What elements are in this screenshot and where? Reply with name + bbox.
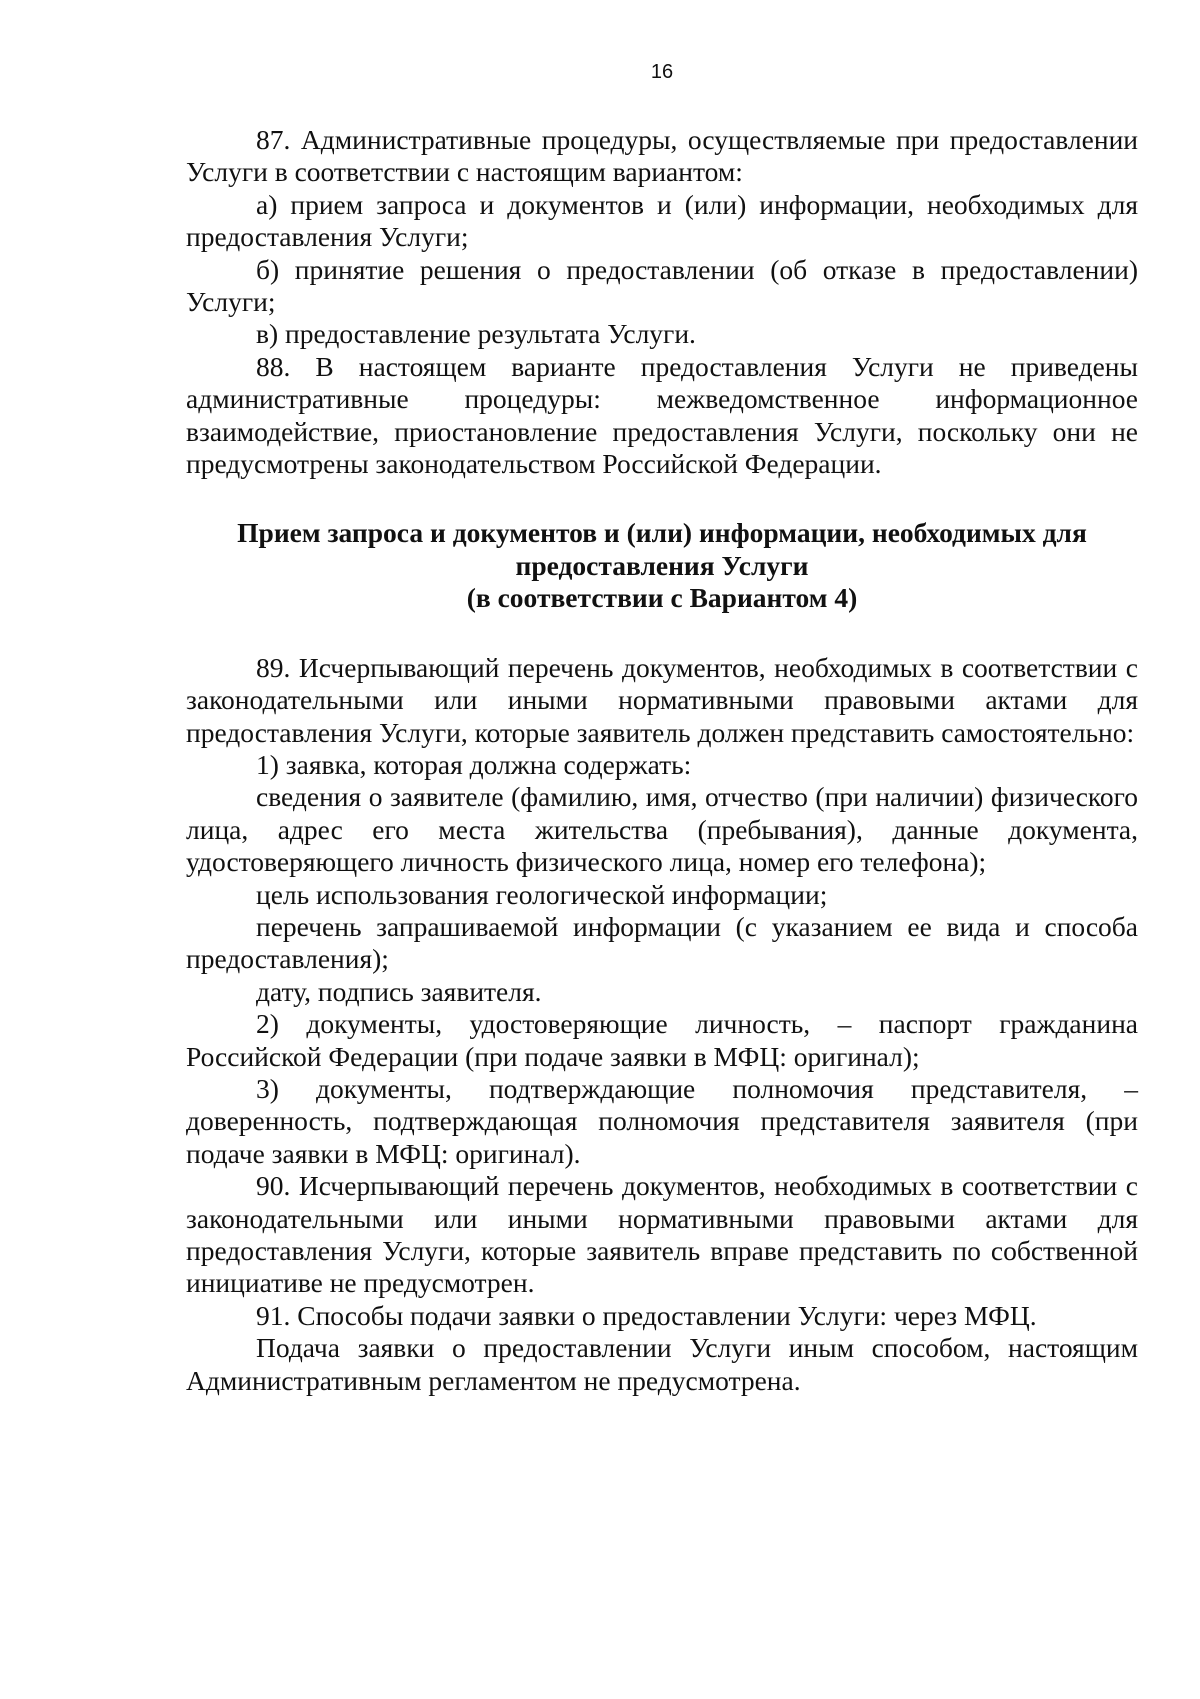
list-item-3: 3) документы, подтверждающие полномочия представителя, – доверенность, подтверждающая полномочия представителя заявителя (при подаче заявки в МФЦ: оригинал). <box>186 1072 1138 1169</box>
paragraph-91: 91. Способы подачи заявки о предоставлении Услуги: через МФЦ. <box>256 1299 1037 1331</box>
purpose-item: цель использования геологической информации; <box>256 878 828 910</box>
applicant-details-item: сведения о заявителе (фамилию, имя, отчество (при наличии) физического лица, адрес его места жительства (пребывания), данные документа, удостоверяющего личность физического лица, номер его телефона); <box>186 781 1138 878</box>
page-number: 16 <box>650 61 674 83</box>
paragraph-87: 87. Административные процедуры, осуществляемые при предоставлении Услуги в соответствии с настоящим вариантом: <box>186 124 1138 188</box>
section-heading-line-2: предоставления Услуги <box>515 549 809 581</box>
list-item-2: 2) документы, удостоверяющие личность, – паспорт гражданина Российской Федерации (при подаче заявки в МФЦ: оригинал); <box>186 1008 1138 1072</box>
document-page <box>186 60 1138 1397</box>
section-heading-line-1: Прием запроса и документов и (или) информации, необходимых для <box>237 517 1087 549</box>
list-item-a: а) прием запроса и документов и (или) информации, необходимых для предоставления Услуги; <box>186 188 1138 253</box>
paragraph-89: 89. Исчерпывающий перечень документов, необходимых в соответствии с законодательными или иными нормативными правовыми актами для предоставления Услуги, которые заявитель должен представить самостоятельно: <box>186 651 1138 748</box>
list-item-1: 1) заявка, которая должна содержать: <box>256 748 692 780</box>
section-heading <box>186 517 1138 614</box>
paragraph-88: 88. В настоящем варианте предоставления Услуги не приведены административные процедуры: межведомственное информационное взаимодействие, приостановление предоставления Услуги, поскольку они не предусмотрены законодательством Российской Федерации. <box>186 350 1138 480</box>
paragraph-90: 90. Исчерпывающий перечень документов, необходимых в соответствии с законодательными или иными нормативными правовыми актами для предоставления Услуги, которые заявитель вправе представить по собственной инициативе не предусмотрен. <box>186 1170 1138 1299</box>
list-item-b: б) принятие решения о предоставлении (об отказе в предоставлении) Услуги; <box>186 253 1138 318</box>
paragraph-91-note: Подача заявки о предоставлении Услуги иным способом, настоящим Административным регламентом не предусмотрена. <box>186 1332 1138 1396</box>
date-signature-item: дату, подпись заявителя. <box>256 975 542 1007</box>
requested-info-item: перечень запрашиваемой информации (с указанием ее вида и способа предоставления); <box>186 910 1138 975</box>
list-item-v: в) предоставление результата Услуги. <box>256 318 696 350</box>
section-heading-line-3: (в соответствии с Вариантом 4) <box>466 582 858 614</box>
